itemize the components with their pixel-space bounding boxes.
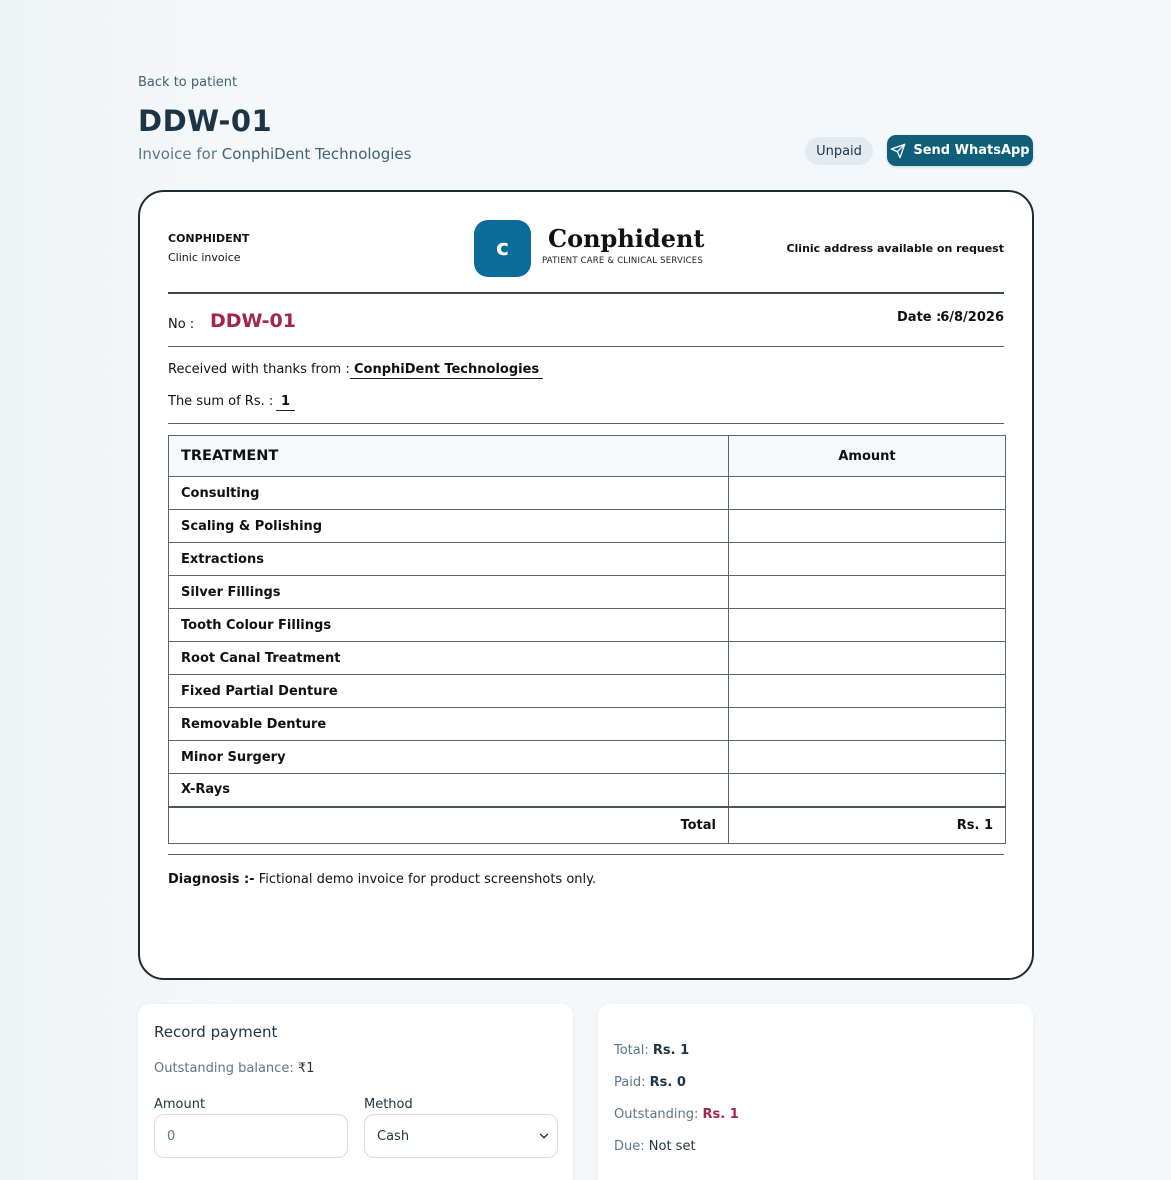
send-whatsapp-label: Send WhatsApp [913, 143, 1030, 158]
method-select[interactable] [364, 1114, 558, 1158]
send-icon [890, 143, 906, 159]
brand-name: CONPHIDENT [168, 232, 250, 245]
invoice-document [138, 190, 1034, 980]
summary-paid-value: Rs. 0 [649, 1075, 686, 1090]
treatment-name: X-Rays [169, 774, 729, 807]
summary-total-value: Rs. 1 [652, 1043, 690, 1058]
method-value: Cash [377, 1128, 410, 1144]
page-title: DDW-01 [138, 104, 273, 138]
amount-label: Amount [154, 1097, 206, 1112]
treatment-name: Scaling & Polishing [169, 510, 729, 543]
table-row [169, 477, 1006, 510]
treatment-amount [729, 708, 1006, 741]
table-row [169, 708, 1006, 741]
treatment-name: Minor Surgery [169, 741, 729, 774]
table-row [169, 510, 1006, 543]
sum-label: The sum of Rs. : [168, 394, 274, 409]
treatment-name: Tooth Colour Fillings [169, 609, 729, 642]
page-subtitle [138, 145, 411, 163]
treatment-name: Extractions [169, 543, 729, 576]
back-to-patient-link[interactable]: Back to patient [138, 75, 238, 90]
payment-summary-card [598, 1004, 1033, 1180]
total-row [169, 807, 1006, 844]
diagnosis [168, 872, 596, 887]
treatment-name: Consulting [169, 477, 729, 510]
divider [168, 423, 1004, 424]
treatment-name: Removable Denture [169, 708, 729, 741]
table-row [169, 642, 1006, 675]
date-value: 6/8/2026 [940, 310, 1004, 325]
logo-tagline: PATIENT CARE & CLINICAL SERVICES [542, 256, 703, 266]
brand-block [168, 232, 249, 264]
treatment-amount [729, 741, 1006, 774]
total-value: Rs. 1 [729, 807, 1006, 844]
treatment-amount [729, 642, 1006, 675]
subtitle-org: ConphiDent Technologies [221, 145, 412, 163]
sum-value: 1 [276, 394, 295, 411]
treatment-name: Silver Fillings [169, 576, 729, 609]
treatment-amount [729, 774, 1006, 807]
treatment-amount [729, 675, 1006, 708]
treatment-amount [729, 477, 1006, 510]
summary-outstanding [614, 1107, 739, 1122]
col-amount: Amount [729, 436, 1006, 477]
total-label: Total [169, 807, 729, 844]
header-divider [168, 292, 1004, 294]
summary-outstanding-label: Outstanding: [614, 1107, 703, 1122]
treatment-amount [729, 576, 1006, 609]
treatment-amount [729, 543, 1006, 576]
status-badge: Unpaid [805, 137, 873, 165]
summary-paid-label: Paid: [614, 1075, 650, 1090]
table-row [169, 774, 1006, 807]
summary-paid [614, 1075, 686, 1090]
diagnosis-label: Diagnosis :- [168, 872, 255, 887]
chevron-down-icon [537, 1129, 551, 1143]
outstanding-balance [154, 1061, 314, 1076]
treatment-table [168, 435, 1006, 844]
logo-icon: c [474, 220, 531, 277]
amount-input[interactable]: 0 [154, 1114, 348, 1158]
divider [168, 346, 1004, 347]
divider [168, 854, 1004, 855]
brand-caption: Clinic invoice [168, 251, 241, 264]
received-value: ConphiDent Technologies [350, 362, 543, 379]
logo-name: Conphident [548, 224, 705, 253]
table-row [169, 576, 1006, 609]
invoice-no-value: DDW-01 [210, 310, 296, 332]
table-row [169, 741, 1006, 774]
balance-label: Outstanding balance: [154, 1061, 298, 1076]
summary-total [614, 1043, 689, 1058]
record-payment-title: Record payment [154, 1023, 278, 1041]
received-label: Received with thanks from : [168, 362, 350, 377]
clinic-address: Clinic address available on request [786, 242, 1004, 255]
balance-value: ₹1 [297, 1061, 315, 1076]
table-row [169, 675, 1006, 708]
diagnosis-text: Fictional demo invoice for product screenshots only. [254, 872, 597, 887]
record-payment-card [138, 1004, 573, 1180]
summary-due [614, 1139, 696, 1154]
date-label: Date : [897, 310, 942, 325]
summary-total-label: Total: [614, 1043, 653, 1058]
summary-due-value: Not set [648, 1139, 696, 1154]
summary-outstanding-value: Rs. 1 [702, 1107, 739, 1122]
invoice-no-label: No : [168, 317, 195, 332]
treatment-amount [729, 510, 1006, 543]
table-row [169, 543, 1006, 576]
treatment-name: Fixed Partial Denture [169, 675, 729, 708]
subtitle-prefix: Invoice for [138, 145, 222, 163]
treatment-name: Root Canal Treatment [169, 642, 729, 675]
summary-due-label: Due: [614, 1139, 649, 1154]
col-treatment: TREATMENT [169, 436, 729, 477]
table-row [169, 609, 1006, 642]
treatment-amount [729, 609, 1006, 642]
method-label: Method [364, 1097, 413, 1112]
send-whatsapp-button[interactable] [887, 135, 1033, 166]
